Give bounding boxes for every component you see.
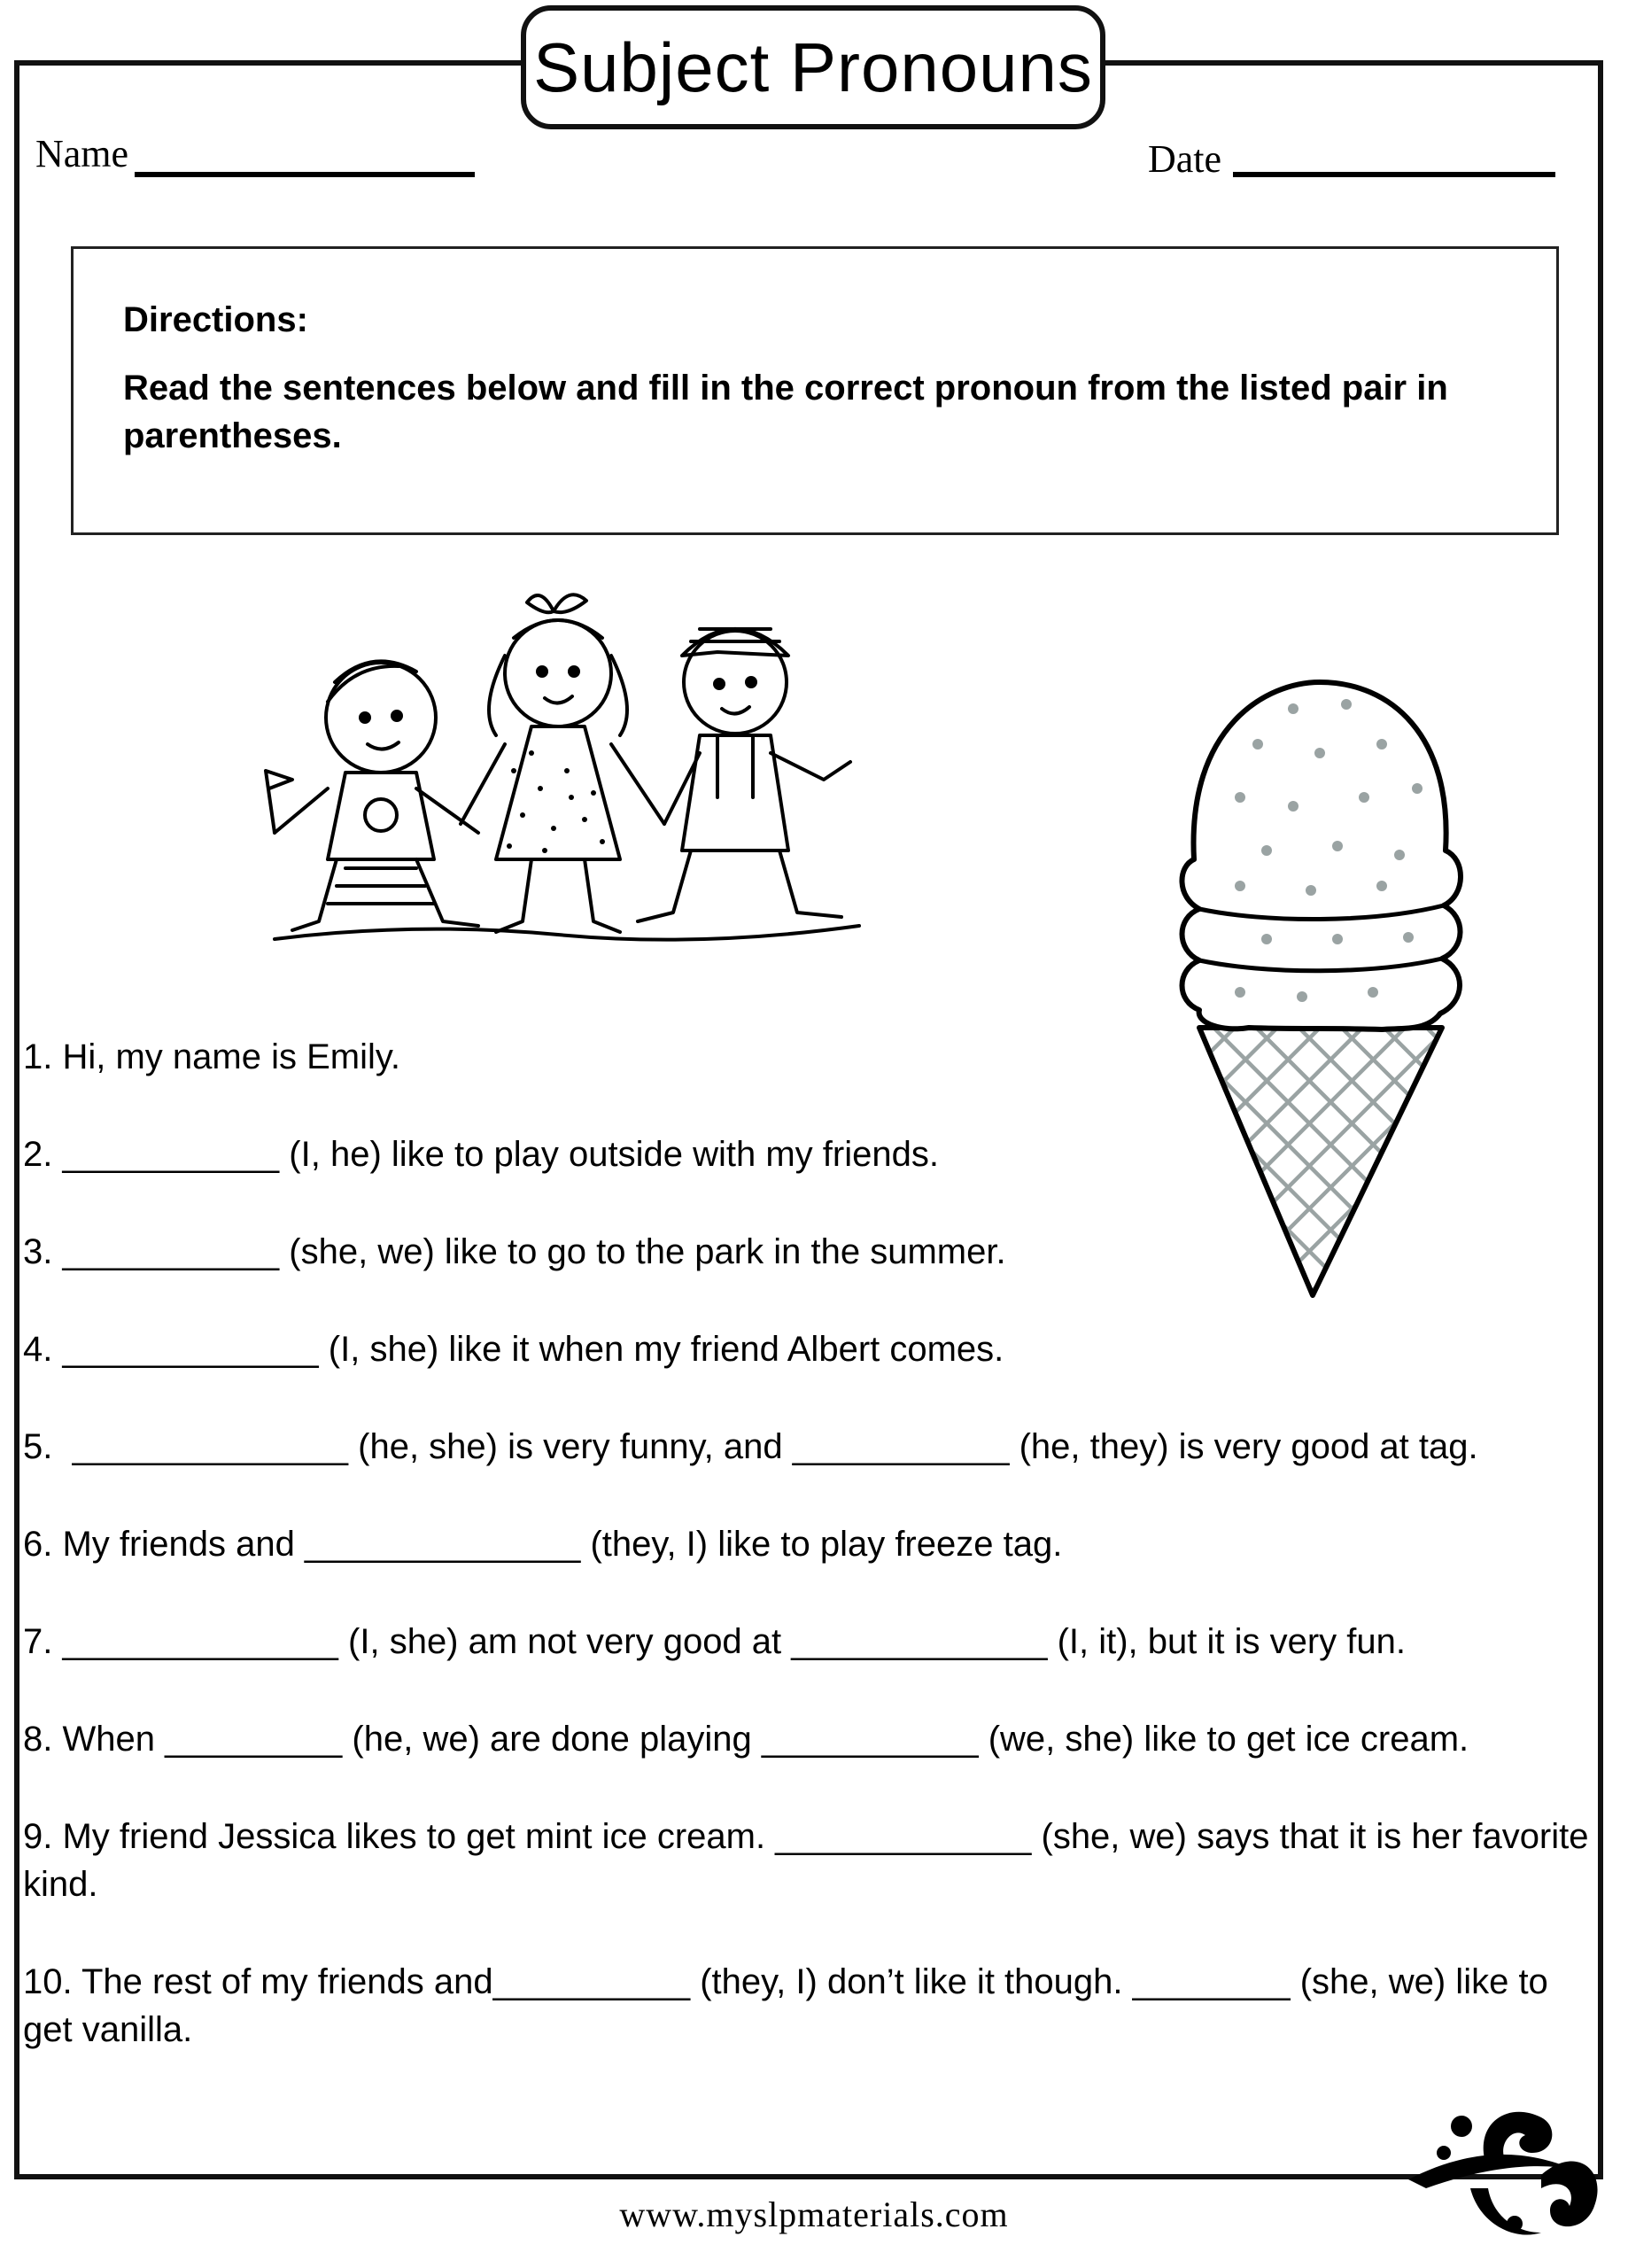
directions-box — [71, 246, 1559, 535]
question-2: 2. ___________ (I, he) like to play outside with my friends. — [23, 1135, 939, 1174]
name-label: Name — [35, 132, 129, 175]
title-banner — [521, 5, 1105, 129]
children-illustration — [239, 567, 877, 957]
directions-text: Read the sentences below and fill in the correct pronoun from the listed pair in parentheses. — [123, 369, 1448, 455]
question-9: 9. My friend Jessica likes to get mint ice cream. _____________ (she, we) says that it is her favorite kind. — [23, 1817, 1599, 1904]
question-1: 1. Hi, my name is Emily. — [23, 1037, 400, 1076]
question-6: 6. My friends and ______________ (they, I) like to play freeze tag. — [23, 1525, 1063, 1564]
question-4: 4. _____________ (I, she) like it when my friend Albert comes. — [23, 1330, 1004, 1369]
footer-website: www.myslpmaterials.com — [619, 2194, 1009, 2234]
question-10: 10. The rest of my friends and__________ (they, I) don’t like it though. ________ (she, we) like to get vanilla. — [23, 1962, 1558, 2049]
question-7: 7. ______________ (I, she) am not very good at _____________ (I, it), but it is very fun. — [23, 1622, 1407, 1661]
question-8: 8. When _________ (he, we) are done playing ___________ (we, she) like to get ice cream. — [23, 1720, 1469, 1759]
date-label: Date — [1148, 137, 1222, 181]
date-field-line[interactable] — [1233, 172, 1555, 177]
name-field-line[interactable] — [135, 172, 475, 177]
directions-heading: Directions: — [123, 300, 308, 339]
ice-cream-cone-illustration — [1160, 673, 1479, 1311]
page-title: Subject Pronouns — [533, 27, 1093, 106]
question-5: 5. ______________ (he, she) is very funny, and ___________ (he, they) is very good at tag. — [23, 1427, 1478, 1466]
question-3: 3. ___________ (she, we) like to go to the park in the summer. — [23, 1232, 1006, 1271]
